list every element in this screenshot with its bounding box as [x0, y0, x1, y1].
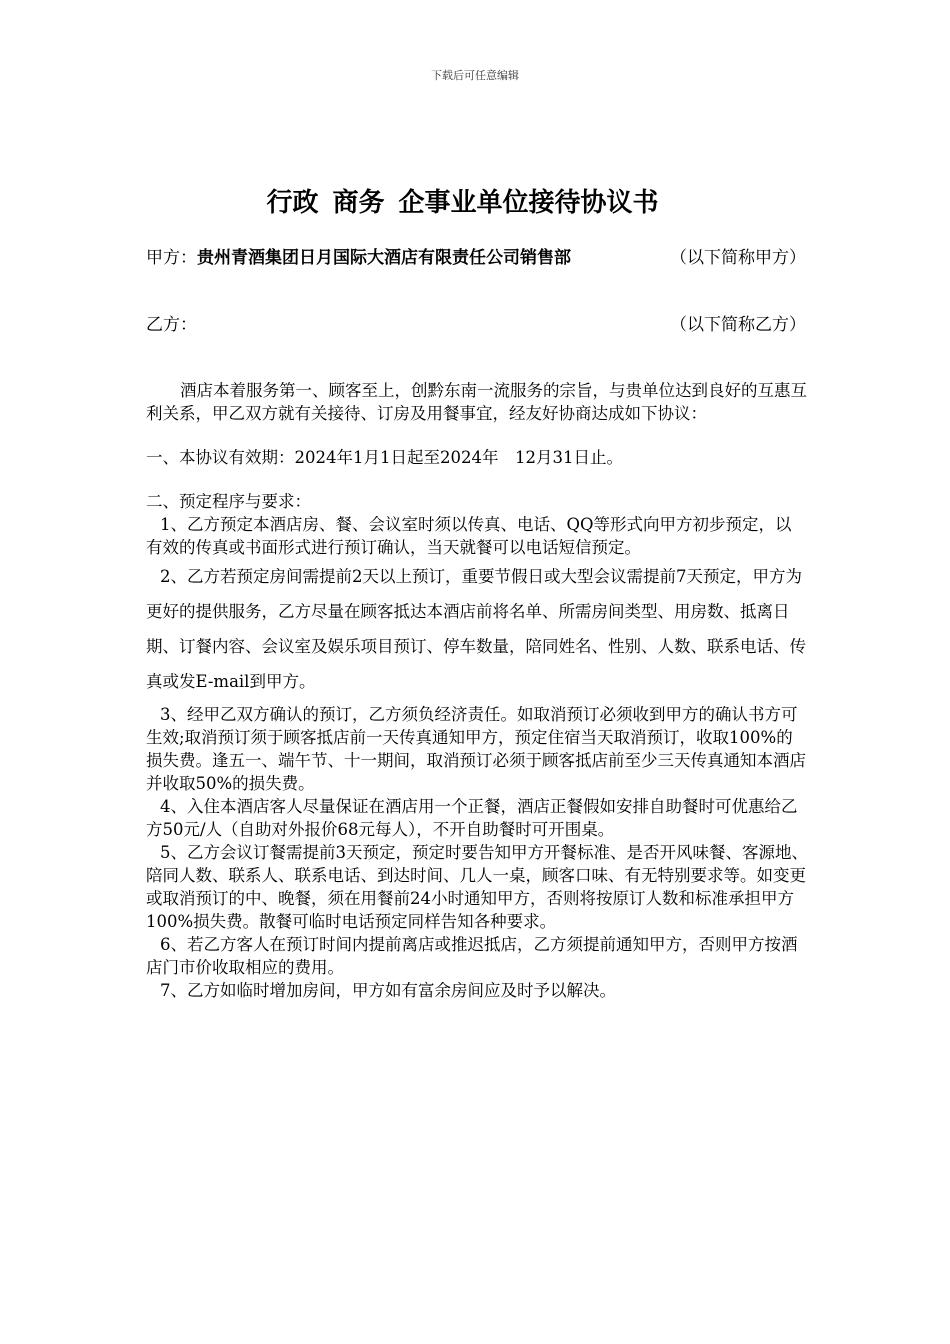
party-b-prefix: 乙方：	[146, 315, 197, 335]
header-note: 下载后可任意编辑	[431, 69, 519, 82]
title-part-3: 企事业单位接待协议书	[398, 188, 659, 218]
party-a-line	[146, 246, 806, 270]
document-title	[0, 182, 925, 219]
party-b-line	[146, 313, 806, 337]
section-2-heading: 二、预定程序与要求：	[146, 492, 311, 511]
agreement-body	[146, 379, 808, 1002]
section-1: 一、本协议有效期：2024年1月1日起至2024年 12月31日止。	[146, 448, 623, 467]
list-item: 6、若乙方客人在预订时间内提前离店或推迟抵店，乙方须提前通知甲方，否则甲方按酒店门市价收取相应的费用。	[146, 935, 798, 977]
title-part-2: 商务	[332, 188, 385, 218]
list-item: 5、乙方会议订餐需提前3天预定，预定时要告知甲方开餐标准、是否开风味餐、客源地、陪同人数、联系人、联系电话、到达时间、几人一桌，顾客口味、有无特别要求等。如变更或取消预订的中、晚餐，须在用餐前24小时通知甲方，否则将按原订人数和标准承担甲方100%损失费。散餐可临时电话预定同样告知各种要求。	[146, 843, 808, 931]
list-item: 2、乙方若预定房间需提前2天以上预订，重要节假日或大型会议需提前7天预定，甲方为更好的提供服务，乙方尽量在顾客抵达本酒店前将名单、所需房间类型、用房数、抵离日期、订餐内容、会议室及娱乐项目预订、停车数量，陪同姓名、性别、人数、联系电话、传真或发E-mail到甲方。	[146, 567, 806, 691]
list-item: 1、乙方预定本酒店房、餐、会议室时须以传真、电话、QQ等形式向甲方初步预定，以有效的传真或书面形式进行预订确认，当天就餐可以电话短信预定。	[146, 515, 792, 557]
party-a-name: 贵州青酒集团日月国际大酒店有限责任公司销售部	[197, 248, 571, 268]
party-a-abbr: （以下简称甲方）	[670, 248, 806, 268]
party-b-abbr: （以下简称乙方）	[670, 315, 806, 335]
party-a-prefix: 甲方：	[146, 248, 197, 268]
intro-paragraph: 酒店本着服务第一、顾客至上，创黔东南一流服务的宗旨，与贵单位达到良好的互惠互利关系，甲乙双方就有关接待、订房及用餐事宜，经友好协商达成如下协议：	[146, 381, 807, 423]
list-item: 3、经甲乙双方确认的预订，乙方须负经济责任。如取消预订必须收到甲方的确认书方可生效;取消预订须于顾客抵店前一天传真通知甲方，预定住宿当天取消预订，收取100%的损失费。逢五一、端午节、十一期间，取消预订必须于顾客抵店前至少三天传真通知本酒店并收取50%的损失费。	[146, 705, 806, 793]
list-item: 7、乙方如临时增加房间，甲方如有富余房间应及时予以解决。	[160, 981, 616, 1000]
list-item: 4、入住本酒店客人尽量保证在酒店用一个正餐，酒店正餐假如安排自助餐时可优惠给乙方50元/人（自助对外报价68元每人），不开自助餐时可开围桌。	[146, 797, 798, 839]
title-part-1: 行政	[266, 188, 319, 218]
